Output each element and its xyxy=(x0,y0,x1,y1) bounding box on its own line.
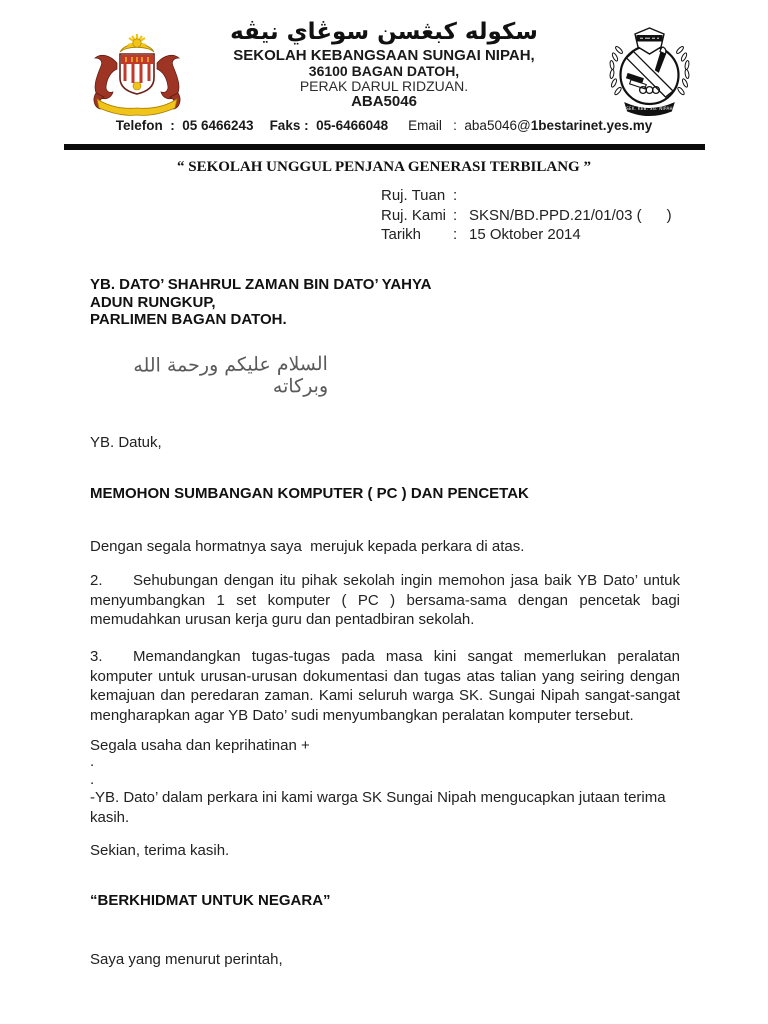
school-name: SEKOLAH KEBANGSAAN SUNGAI NIPAH, xyxy=(233,47,535,64)
arabic-salutation: السلام عليكم ورحمة الله وبركاته xyxy=(133,352,329,398)
ref-colon: : xyxy=(453,187,458,204)
faks-label: Faks : 05-6466048 xyxy=(269,118,389,133)
school-address-line2: PERAK DARUL RIDZUAN. xyxy=(299,78,469,94)
ref-row-tuan xyxy=(381,186,672,206)
telefon-label: Telefon : 05 6466243 xyxy=(115,118,254,133)
paragraph-2-text: Sehubungan dengan itu pihak sekolah ingin memohon jasa baik YB Dato’ untuk menyumbangkan 1 set komputer ( PC ) bersama-sama dengan pencetak bagi memudahkan urusan kerja guru dan pentadbiran sekolah. xyxy=(90,572,680,628)
sign-off-line: Saya yang menurut perintah, xyxy=(90,951,283,968)
header-divider xyxy=(64,144,705,150)
ref-row-kami xyxy=(381,206,672,226)
school-motto: “ SEKOLAH UNGGUL PENJANA GENERASI TERBILANG ” xyxy=(177,159,591,175)
dot-line-2: . xyxy=(90,771,95,788)
line-thanks: -YB. Dato’ dalam perkara ini kami warga SK Sungai Nipah mengucapkan jutaan terima kasih. xyxy=(90,789,666,826)
recipient-title: ADUN RUNGKUP, xyxy=(90,293,216,311)
school-badge-logo xyxy=(597,27,702,119)
ref-value: SKSN/BD.PPD.21/01/03 ( ) xyxy=(469,206,672,224)
paragraph-2 xyxy=(90,571,680,630)
reference-block xyxy=(381,186,672,245)
contact-line xyxy=(0,118,768,133)
service-motto: “BERKHIDMAT UNTUK NEGARA” xyxy=(90,892,331,909)
school-code: ABA5046 xyxy=(351,93,417,110)
paragraph-3 xyxy=(90,647,680,725)
ref-label: Ruj. Kami xyxy=(381,206,447,224)
paragraph-1: Dengan segala hormatnya saya merujuk kepada perkara di atas. xyxy=(90,538,525,555)
greeting-line: YB. Datuk, xyxy=(90,434,162,451)
ref-value xyxy=(469,186,672,206)
recipient-block xyxy=(90,276,431,329)
dot-line-1: . xyxy=(90,753,95,770)
paragraph-2-number: 2. xyxy=(90,572,103,589)
letterhead xyxy=(149,16,619,110)
email-label: Email : aba5046@ xyxy=(408,118,531,133)
recipient-name: YB. DATO’ SHAHRUL ZAMAN BIN DATO’ YAHYA xyxy=(90,276,432,293)
ref-colon: : xyxy=(453,226,458,243)
ref-label: Tarikh xyxy=(381,226,422,243)
line-sekian: Sekian, terima kasih. xyxy=(90,842,230,859)
ref-colon: : xyxy=(453,206,458,224)
badge-banner-text: SEK. KEB. SG. NIPAH xyxy=(626,106,673,112)
paragraph-3-number: 3. xyxy=(90,648,103,665)
line-usaha: Segala usaha dan keprihatinan + xyxy=(90,737,310,754)
paragraph-3-text: Memandangkan tugas-tugas pada masa kini sangat memerlukan peralatan komputer untuk urusan-urusan dokumentasi dan tugas atas talian yang seiring dengan kemajuan dan peredaran zaman. Kami seluruh warga SK. Sungai Nipah sangat-sangat mengharapkan agar YB Dato’ sudi menyumbangkan peralatan komputer tersebut. xyxy=(90,648,680,724)
school-address-line1: 36100 BAGAN DATOH, xyxy=(308,63,460,79)
subject-line: MEMOHON SUMBANGAN KOMPUTER ( PC ) DAN PENCETAK xyxy=(90,485,529,502)
recipient-constituency: PARLIMEN BAGAN DATOH. xyxy=(90,311,287,328)
jawi-script-title: سكوله كبڠسن سوڠاي نيڤه xyxy=(230,19,538,45)
ref-row-tarikh xyxy=(381,225,672,245)
email-domain: 1bestarinet.yes.my xyxy=(530,118,653,133)
ref-value: 15 Oktober 2014 xyxy=(469,226,581,243)
ref-label: Ruj. Tuan xyxy=(381,187,446,204)
